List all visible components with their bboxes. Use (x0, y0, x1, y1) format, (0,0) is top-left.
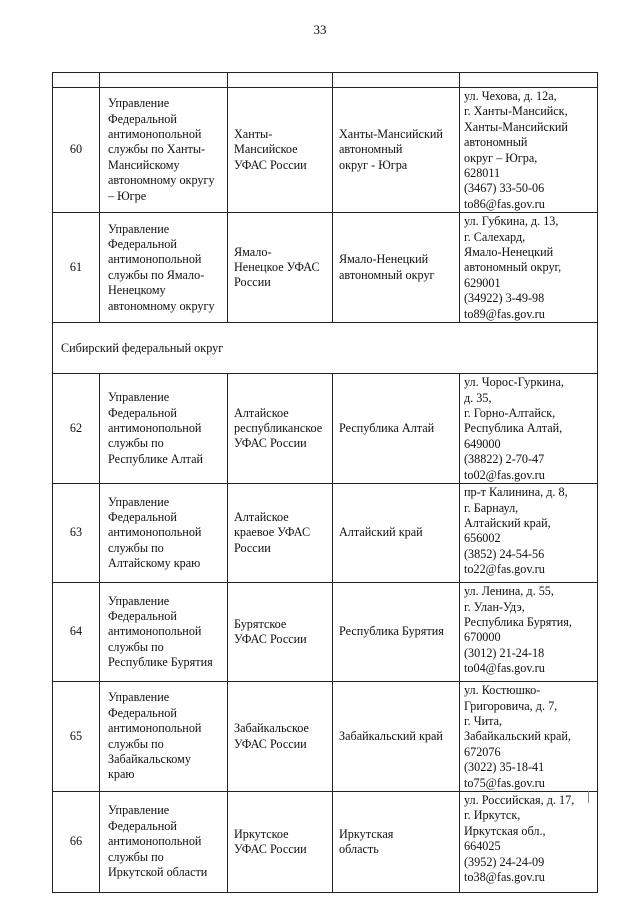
office-full-name-line: службы по Ямало- (108, 267, 205, 282)
office-full-name-line: службы по (108, 736, 164, 751)
office-address-line: г. Салехард, (464, 229, 526, 244)
region-name (333, 484, 460, 583)
office-full-name-line: Управление (108, 96, 170, 111)
office-full-name-line: Федеральной (108, 608, 177, 623)
region-name (333, 88, 460, 213)
region-name-line: автономный округ (339, 267, 435, 282)
office-address-line: Республика Алтай, (464, 421, 563, 436)
office-address-line: д. 35, (464, 390, 492, 405)
office-short-name (228, 88, 333, 213)
office-address-line: (3852) 24-54-56 (464, 546, 545, 561)
office-full-name-line: Ненецкому (108, 283, 166, 298)
office-full-name (100, 791, 228, 892)
region-name-line: округ - Югра (339, 157, 408, 172)
office-address-line: (34922) 3-49-98 (464, 291, 545, 306)
office-address-line: 656002 (464, 531, 501, 546)
office-address-line: to04@fas.gov.ru (464, 661, 545, 676)
office-address-line: (38822) 2-70-47 (464, 452, 545, 467)
office-full-name-line: антимонопольной (108, 525, 202, 540)
office-address-line: г. Иркутск, (464, 808, 521, 823)
table-body (53, 73, 598, 893)
office-full-name-line: антимонопольной (108, 721, 202, 736)
office-address-line: г. Ханты-Мансийск, (464, 104, 568, 119)
row-number: 65 (53, 682, 100, 792)
office-full-name-line: службы по (108, 436, 164, 451)
office-full-name-line: Федеральной (108, 705, 177, 720)
office-full-name-line: автономному округу (108, 298, 215, 313)
office-full-name-line: Иркутской области (108, 865, 208, 880)
office-address-line: to89@fas.gov.ru (464, 306, 545, 321)
row-number: 64 (53, 583, 100, 682)
office-address-line: to02@fas.gov.ru (464, 467, 545, 482)
office-full-name-line: антимонопольной (108, 127, 202, 142)
office-full-name (100, 484, 228, 583)
office-short-name (228, 374, 333, 484)
row-number: 61 (53, 213, 100, 323)
office-address (460, 484, 598, 583)
office-full-name-line: Забайкальскому (108, 751, 191, 766)
office-short-name-line: УФАС России (234, 632, 307, 647)
row-number: 66 (53, 791, 100, 892)
section-title: Сибирский федеральный округ (53, 323, 598, 374)
header-cell (100, 73, 228, 88)
fas-offices-table (52, 72, 598, 893)
office-address-line: Иркутская обл., (464, 823, 546, 838)
office-full-name-line: Управление (108, 390, 170, 405)
office-short-name-line: Алтайское (234, 509, 289, 524)
office-address-line: 670000 (464, 630, 501, 645)
office-full-name (100, 88, 228, 213)
region-name (333, 374, 460, 484)
office-address-line: 628011 (464, 166, 501, 181)
office-short-name (228, 583, 333, 682)
region-name-line: автономный (339, 142, 403, 157)
office-full-name-line: Управление (108, 494, 170, 509)
row-number: 63 (53, 484, 100, 583)
office-short-name-line: Бурятское (234, 616, 287, 631)
office-address-line: ул. Костюшко- (464, 683, 541, 698)
region-name-line: Алтайский край (339, 525, 423, 540)
office-full-name (100, 583, 228, 682)
header-cell (460, 73, 598, 88)
office-short-name-line: России (234, 275, 271, 290)
office-full-name-line: Алтайскому краю (108, 556, 201, 571)
row-number: 60 (53, 88, 100, 213)
office-address (460, 791, 598, 892)
office-full-name-line: Мансийскому (108, 157, 180, 172)
region-name-line: Ямало-Ненецкий (339, 252, 429, 267)
office-address (460, 583, 598, 682)
office-short-name-line: республиканское (234, 420, 323, 435)
office-short-name-line: Ханты- (234, 127, 273, 142)
table-row (53, 484, 598, 583)
region-name (333, 791, 460, 892)
office-full-name-line: Федеральной (108, 236, 177, 251)
office-address-line: ул. Российская, д. 17, (464, 792, 575, 807)
office-address (460, 682, 598, 792)
region-name (333, 213, 460, 323)
section-header-row (53, 323, 598, 374)
header-cell (53, 73, 100, 88)
office-full-name-line: Федеральной (108, 111, 177, 126)
office-short-name-line: России (234, 540, 271, 555)
table-row (53, 583, 598, 682)
office-address-line: Ханты-Мансийский (464, 119, 568, 134)
office-full-name-line: антимонопольной (108, 252, 202, 267)
office-full-name-line: Управление (108, 803, 170, 818)
office-address-line: 672076 (464, 744, 501, 759)
office-full-name-line: службы по (108, 540, 164, 555)
office-full-name-line: службы по Ханты- (108, 142, 206, 157)
office-address-line: автономный (464, 135, 528, 150)
office-full-name-line: Федеральной (108, 509, 177, 524)
office-short-name-line: УФАС России (234, 841, 307, 856)
region-name-line: Республика Алтай (339, 420, 435, 435)
table-header-strip (53, 73, 598, 88)
office-address-line: Григоровича, д. 7, (464, 698, 558, 713)
office-short-name (228, 791, 333, 892)
office-address-line: ул. Чехова, д. 12а, (464, 89, 557, 103)
office-address-line: to22@fas.gov.ru (464, 562, 545, 577)
office-address-line: to86@fas.gov.ru (464, 196, 545, 211)
office-short-name (228, 213, 333, 323)
office-short-name-line: УФАС России (234, 736, 307, 751)
region-name-line: Республика Бурятия (339, 624, 444, 639)
region-name-line: Иркутская (339, 826, 394, 841)
office-full-name (100, 682, 228, 792)
office-full-name-line: автономному округу (108, 173, 215, 188)
office-address-line: округ – Югра, (464, 150, 538, 165)
office-short-name-line: УФАС России (234, 157, 307, 172)
region-name-line: Забайкальский край (339, 728, 443, 743)
office-full-name-line: Федеральной (108, 818, 177, 833)
office-full-name-line: Управление (108, 690, 170, 705)
office-address-line: (3022) 35-18-41 (464, 760, 545, 775)
office-address-line: 664025 (464, 839, 501, 854)
office-full-name-line: антимонопольной (108, 624, 202, 639)
office-address-line: г. Горно-Алтайск, (464, 406, 556, 421)
office-address (460, 88, 598, 213)
office-full-name-line: Управление (108, 593, 170, 608)
office-short-name-line: Ненецкое УФАС (234, 260, 320, 275)
office-address-line: ул. Губкина, д. 13, (464, 214, 559, 229)
office-full-name-line: службы по (108, 639, 164, 654)
office-address-line: ул. Чорос-Гуркина, (464, 375, 564, 390)
table-row (53, 88, 598, 213)
office-full-name-line: Республике Бурятия (108, 655, 213, 670)
office-address-line: (3012) 21-24-18 (464, 645, 545, 660)
office-address-line: (3467) 33-50-06 (464, 181, 545, 196)
office-full-name-line: краю (108, 767, 135, 782)
table-row (53, 374, 598, 484)
header-cell (228, 73, 333, 88)
office-address-line: 629001 (464, 275, 501, 290)
region-name-line: Ханты-Мансийский (339, 127, 443, 142)
region-name (333, 682, 460, 792)
office-full-name (100, 213, 228, 323)
row-number: 62 (53, 374, 100, 484)
page-number: 33 (313, 22, 327, 37)
office-address-line: Забайкальский край, (464, 729, 571, 744)
office-full-name (100, 374, 228, 484)
office-short-name (228, 484, 333, 583)
office-short-name-line: Забайкальское (234, 721, 309, 736)
office-short-name-line: Ямало- (234, 244, 272, 259)
office-address-line: 649000 (464, 436, 501, 451)
office-full-name-line: службы по (108, 849, 164, 864)
office-full-name-line: антимонопольной (108, 834, 202, 849)
scan-artifact-mark (588, 791, 589, 803)
office-address-line: Ямало-Ненецкий (464, 245, 554, 260)
office-address-line: Республика Бурятия, (464, 614, 572, 629)
header-cell (333, 73, 460, 88)
office-address-line: ул. Ленина, д. 55, (464, 584, 554, 599)
office-full-name-line: Республике Алтай (108, 451, 204, 466)
office-address-line: автономный округ, (464, 260, 562, 275)
office-address (460, 374, 598, 484)
office-address-line: г. Барнаул, (464, 500, 519, 515)
office-full-name-line: – Югре (108, 188, 147, 203)
office-address-line: (3952) 24-24-09 (464, 854, 545, 869)
office-address-line: to75@fas.gov.ru (464, 775, 545, 790)
office-short-name (228, 682, 333, 792)
office-address (460, 213, 598, 323)
office-short-name-line: Иркутское (234, 826, 289, 841)
region-name (333, 583, 460, 682)
office-address-line: to38@fas.gov.ru (464, 869, 545, 884)
table-row (53, 682, 598, 792)
office-short-name-line: Алтайское (234, 405, 289, 420)
table-row (53, 791, 598, 892)
region-name-line: область (339, 841, 379, 856)
office-address-line: Алтайский край, (464, 515, 551, 530)
office-short-name-line: краевое УФАС (234, 525, 311, 540)
office-address-line: г. Улан-Удэ, (464, 599, 525, 614)
office-short-name-line: Мансийское (234, 142, 298, 157)
office-address-line: г. Чита, (464, 713, 503, 728)
office-full-name-line: Управление (108, 221, 170, 236)
office-short-name-line: УФАС России (234, 436, 307, 451)
office-address-line: пр-т Калинина, д. 8, (464, 485, 568, 500)
office-full-name-line: антимонопольной (108, 420, 202, 435)
table-row (53, 213, 598, 323)
office-full-name-line: Федеральной (108, 405, 177, 420)
